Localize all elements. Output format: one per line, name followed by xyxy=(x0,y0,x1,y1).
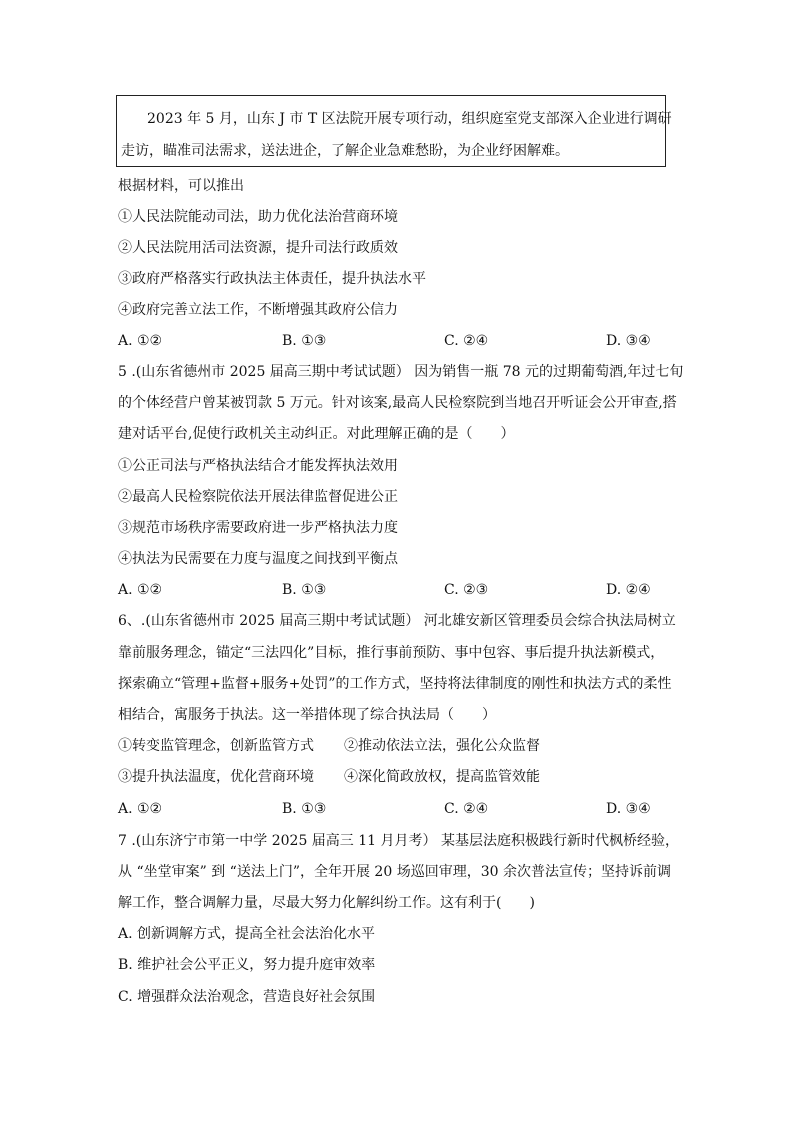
question-stem-line: 7 .(山东济宁市第一中学 2025 届高三 11 月月考） 某基层法庭积极践行新时代枫桥经验， xyxy=(118,833,679,849)
material-line: 2023 年 5 月，山东 J 市 T 区法院开展专项行动，组织庭室党支部深入企业进行调研 xyxy=(147,111,672,127)
statement-item: ④政府完善立法工作，不断增强其政府公信力 xyxy=(118,302,398,318)
option-b[interactable]: B. 维护社会公平正义，努力提升庭审效率 xyxy=(118,957,376,973)
option-c[interactable]: C. ②④ xyxy=(444,801,489,817)
question-prompt: 根据材料，可以推出 xyxy=(118,178,244,194)
statement-item: ②人民法院用活司法资源，提升司法行政质效 xyxy=(118,240,398,256)
option-b[interactable]: B. ①③ xyxy=(282,333,327,349)
statement-item: ①公正司法与严格执法结合才能发挥执法效用 xyxy=(118,458,398,474)
question-stem-line: 建对话平台,促使行政机关主动纠正。对此理解正确的是（ ） xyxy=(118,426,515,442)
statement-item: ③规范市场秩序需要政府进一步严格执法力度 xyxy=(118,520,398,536)
statement-item: ③提升执法温度，优化营商环境 xyxy=(118,769,314,785)
option-d[interactable]: D. ③④ xyxy=(606,333,651,349)
question-stem-line: 从 “坐堂审案” 到 “送法上门”，全年开展 20 场巡回审理，30 余次普法宣传；坚持诉前调 xyxy=(118,864,671,880)
question-stem-line: 5 .(山东省德州市 2025 届高三期中考试试题） 因为销售一瓶 78 元的过期葡萄酒,年过七旬 xyxy=(118,364,684,380)
option-a[interactable]: A. ①② xyxy=(118,333,163,349)
statement-item: ④执法为民需要在力度与温度之间找到平衡点 xyxy=(118,551,398,567)
option-b[interactable]: B. ①③ xyxy=(282,582,327,598)
option-d[interactable]: D. ②④ xyxy=(606,582,651,598)
question-stem-line: 6、.(山东省德州市 2025 届高三期中考试试题） 河北雄安新区管理委员会综合执法局树立 xyxy=(118,613,676,629)
option-a[interactable]: A. 创新调解方式，提高全社会法治化水平 xyxy=(118,926,376,942)
statement-item: ③政府严格落实行政执法主体责任，提升执法水平 xyxy=(118,271,426,287)
statement-item: ②最高人民检察院依法开展法律监督促进公正 xyxy=(118,489,398,505)
statement-item: ①人民法院能动司法，助力优化法治营商环境 xyxy=(118,209,398,225)
question-stem-line: 的个体经营户曾某被罚款 5 万元。针对该案,最高人民检察院到当地召开听证会公开审查,搭 xyxy=(118,395,677,411)
option-d[interactable]: D. ③④ xyxy=(606,801,651,817)
material-line: 走访，瞄准司法需求，送法进企，了解企业急难愁盼，为企业纾困解难。 xyxy=(121,143,569,159)
option-a[interactable]: A. ①② xyxy=(118,801,163,817)
statement-item: ①转变监管理念，创新监管方式 xyxy=(118,738,314,754)
question-stem-line: 相结合，寓服务于执法。这一举措体现了综合执法局（ ） xyxy=(118,707,496,723)
option-c[interactable]: C. 增强群众法治观念，营造良好社会氛围 xyxy=(118,989,376,1005)
statement-item: ②推动依法立法，强化公众监督 xyxy=(344,738,540,754)
statement-item: ④深化简政放权，提高监管效能 xyxy=(344,769,540,785)
option-a[interactable]: A. ①② xyxy=(118,582,163,598)
option-c[interactable]: C. ②③ xyxy=(444,582,489,598)
option-b[interactable]: B. ①③ xyxy=(282,801,327,817)
material-box xyxy=(116,95,672,167)
question-stem-line: 解工作，整合调解力量，尽最大努力化解纠纷工作。这有利于( ) xyxy=(118,895,535,911)
option-c[interactable]: C. ②④ xyxy=(444,333,489,349)
question-stem-line: 靠前服务理念，锚定“三法四化”目标，推行事前预防、事中包容、事后提升执法新模式， xyxy=(118,645,665,661)
question-stem-line: 探索确立“管理+监督+服务+处罚”的工作方式，坚持将法律制度的刚性和执法方式的柔性 xyxy=(118,676,672,692)
